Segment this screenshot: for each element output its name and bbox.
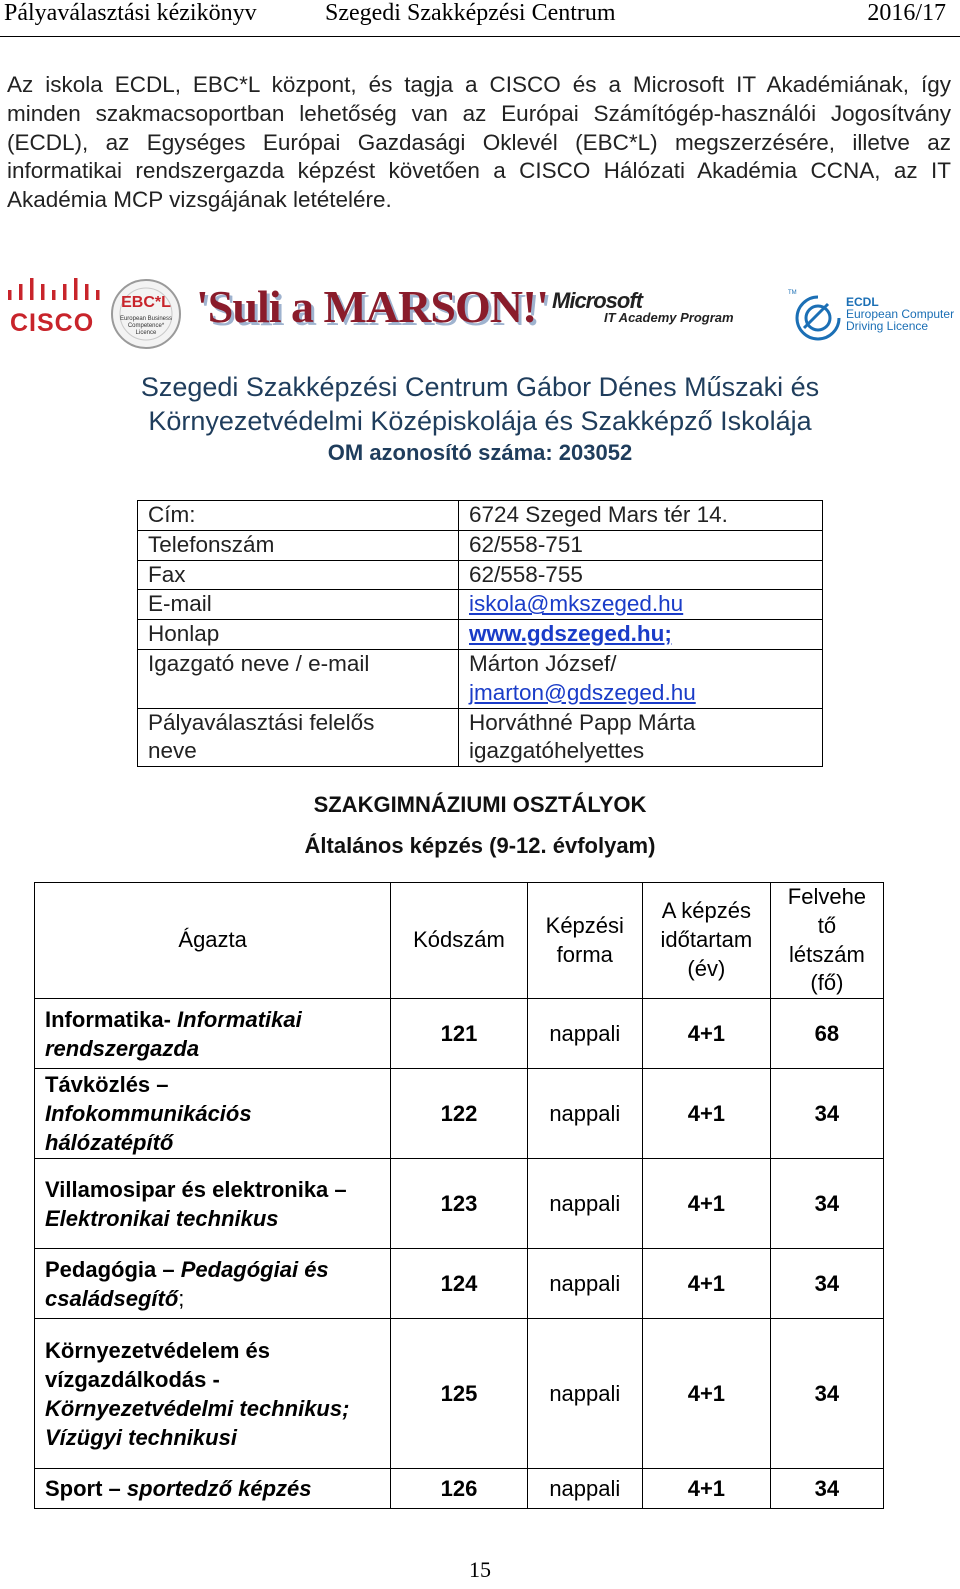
table-row	[35, 1249, 884, 1319]
school-name-line-1: Szegedi Szakképzési Centrum Gábor Dénes Műszaki és	[140, 372, 820, 402]
course-area: Villamosipar és elektronika –	[45, 1176, 347, 1202]
suli-a-marson-wordmark: 'Suli a MARSON!'	[196, 281, 549, 332]
contact-row	[138, 649, 823, 708]
contact-value: Horváthné Papp Márta igazgatóhelyettes	[459, 708, 823, 767]
course-headcount: 34	[770, 1319, 883, 1469]
cisco-wordmark: CISCO	[10, 309, 95, 337]
column-header-area: Ágazta	[35, 883, 391, 999]
school-name-line-2: Környezetvédelmi Középiskolája és Szakképző Iskolája	[148, 406, 812, 436]
course-code: 124	[391, 1249, 527, 1319]
course-form: nappali	[527, 1159, 642, 1249]
contact-row	[138, 590, 823, 620]
column-header-headcount: Felvehe tő létszám (fő)	[770, 883, 883, 999]
course-specialization: Pedagógiai és családsegítő	[45, 1256, 329, 1311]
table-row	[35, 999, 884, 1069]
ecdl-wordmark: ECDL	[846, 295, 879, 309]
courses-table	[34, 882, 884, 1509]
contact-row	[138, 530, 823, 560]
email-link[interactable]: iskola@mkszeged.hu	[469, 591, 684, 617]
course-name	[35, 1159, 391, 1249]
cisco-logo	[4, 274, 104, 337]
principal-name: Márton József/	[469, 650, 617, 676]
course-headcount: 34	[770, 1159, 883, 1249]
course-form: nappali	[527, 1469, 642, 1509]
ecdl-globe-icon	[794, 294, 842, 342]
page-header	[0, 0, 960, 37]
section-title: SZAKGIMNÁZIUMI OSZTÁLYOK	[313, 792, 647, 817]
om-identifier: OM azonosító száma: 203052	[327, 440, 633, 465]
course-form: nappali	[527, 1069, 642, 1159]
course-headcount: 68	[770, 999, 883, 1069]
intro-paragraph: Az iskola ECDL, EBC*L központ, és tagja a CISCO és a Microsoft IT Akadémiának, így minden szakmacsoportban lehetőség van az Európai Számítógép-használói Jogosítvány (ECDL), az Egységes Európai Gazdasági Oklevél (EBC*L) megszerzésére, illetve az informatikai rendszergazda képzést követően a CISCO Hálózati Akadémia CCNA, az IT Akadémia MCP vizsgájának letételére.	[7, 72, 951, 213]
principal-email-link[interactable]: jmarton@gdszeged.hu	[469, 679, 696, 705]
course-name	[35, 1069, 391, 1159]
section-subtitle: Általános képzés (9-12. évfolyam)	[304, 833, 656, 858]
course-code: 121	[391, 999, 527, 1069]
ebcl-badge-icon	[108, 276, 184, 352]
ebcl-logo	[108, 276, 184, 356]
course-specialization: Informatikai rendszergazda	[45, 1006, 302, 1061]
course-code: 122	[391, 1069, 527, 1159]
contact-label: Telefonszám	[138, 530, 459, 560]
course-specialization: Infokommunikációs hálózatépítő	[45, 1101, 252, 1156]
microsoft-subtitle: IT Academy Program	[604, 310, 734, 325]
microsoft-it-academy-logo	[552, 288, 752, 338]
course-area: Távközlés –	[45, 1072, 169, 1098]
contact-value: 6724 Szeged Mars tér 14.	[459, 501, 823, 531]
column-header-form: Képzési forma	[527, 883, 642, 999]
course-suffix: ;	[178, 1285, 185, 1311]
column-header-duration: A képzés időtartam (év)	[642, 883, 770, 999]
course-area: Környezetvédelem és vízgazdálkodás -	[45, 1337, 270, 1392]
contact-label: Fax	[138, 560, 459, 590]
header-center: Szegedi Szakképzési Centrum	[325, 0, 616, 26]
course-form: nappali	[527, 999, 642, 1069]
course-area: Informatika-	[45, 1006, 171, 1032]
microsoft-wordmark: Microsoft	[552, 288, 642, 313]
contact-value: 62/558-751	[459, 530, 823, 560]
partner-logos	[0, 270, 960, 360]
ecdl-subtitle-1: European Computer	[846, 307, 955, 321]
ecdl-tm-mark: TM	[788, 290, 797, 296]
course-form: nappali	[527, 1249, 642, 1319]
header-left: Pályaválasztási kézikönyv	[4, 0, 257, 26]
course-specialization: Elektronikai technikus	[45, 1205, 279, 1231]
courses-header-row	[35, 883, 884, 999]
course-name	[35, 1319, 391, 1469]
course-code: 123	[391, 1159, 527, 1249]
column-header-code: Kódszám	[391, 883, 527, 999]
course-name	[35, 1249, 391, 1319]
course-duration: 4+1	[642, 1069, 770, 1159]
contact-value	[459, 590, 823, 620]
contact-row	[138, 620, 823, 650]
course-code: 125	[391, 1319, 527, 1469]
header-right: 2016/17	[867, 0, 946, 26]
contact-table	[137, 500, 823, 767]
contact-label: Cím:	[138, 501, 459, 531]
course-duration: 4+1	[642, 1319, 770, 1469]
course-duration: 4+1	[642, 999, 770, 1069]
contact-row	[138, 560, 823, 590]
ebcl-wordmark: EBC*L	[121, 294, 171, 311]
course-form: nappali	[527, 1319, 642, 1469]
course-duration: 4+1	[642, 1469, 770, 1509]
table-row	[35, 1069, 884, 1159]
course-headcount: 34	[770, 1469, 883, 1509]
contact-value	[459, 649, 823, 708]
course-name	[35, 999, 391, 1069]
ecdl-logo	[788, 290, 958, 350]
table-row	[35, 1469, 884, 1509]
contact-value: 62/558-755	[459, 560, 823, 590]
ebcl-subtitle: European Business Competence* Licence	[119, 316, 173, 336]
course-specialization: Környezetvédelmi technikus; Vízügyi technikusi	[45, 1395, 350, 1450]
course-code: 126	[391, 1469, 527, 1509]
contact-label: Pályaválasztási felelős neve	[138, 708, 459, 767]
course-area: Pedagógia –	[45, 1256, 175, 1282]
course-headcount: 34	[770, 1069, 883, 1159]
contact-row	[138, 501, 823, 531]
course-duration: 4+1	[642, 1249, 770, 1319]
course-duration: 4+1	[642, 1159, 770, 1249]
page-number: 15	[469, 1557, 491, 1582]
course-specialization: sportedző képzés	[126, 1476, 312, 1502]
contact-label: E-mail	[138, 590, 459, 620]
contact-label: Igazgató neve / e-mail	[138, 649, 459, 708]
ecdl-subtitle-2: Driving Licence	[846, 319, 929, 333]
course-headcount: 34	[770, 1249, 883, 1319]
contact-value	[459, 620, 823, 650]
table-row	[35, 1159, 884, 1249]
course-area: Sport –	[45, 1476, 121, 1502]
suli-a-marson-logo	[196, 280, 549, 350]
table-row	[35, 1319, 884, 1469]
course-name	[35, 1469, 391, 1509]
website-link[interactable]: www.gdszeged.hu;	[469, 621, 672, 647]
contact-label: Honlap	[138, 620, 459, 650]
contact-row	[138, 708, 823, 767]
